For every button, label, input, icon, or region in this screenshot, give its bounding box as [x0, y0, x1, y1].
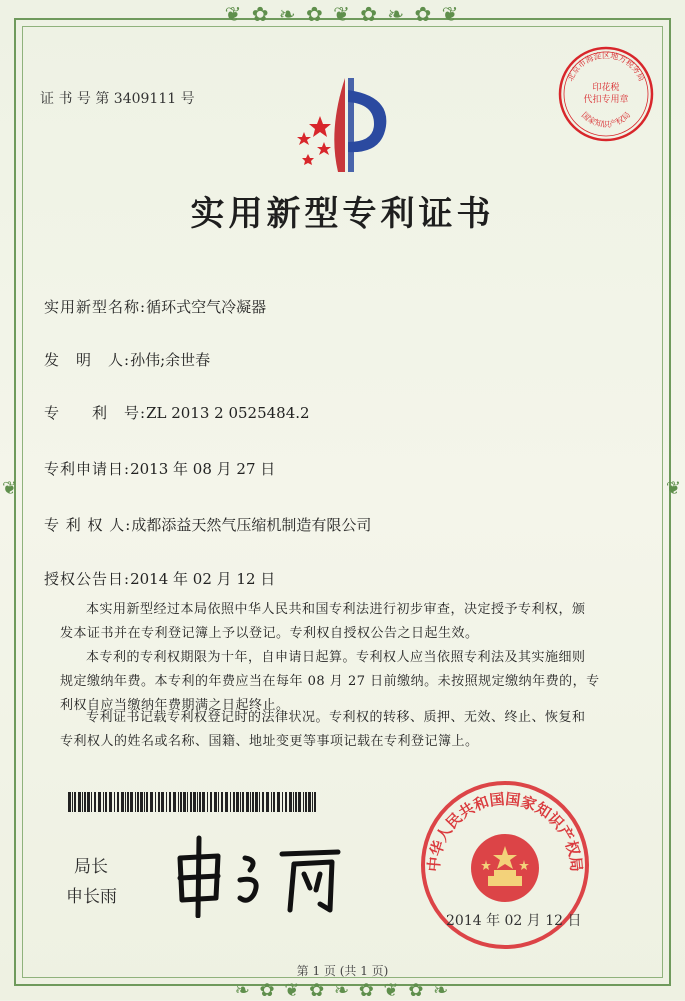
field-label: 专利申请日: — [44, 460, 131, 478]
paragraph-line: 专利证书记载专利权登记时的法律状况。专利权的转移、质押、无效、终止、恢复和 — [86, 710, 586, 725]
small-seal-center-line2: 代扣专用章 — [583, 95, 629, 105]
paragraph-line: 本实用新型经过本局依照中华人民共和国专利法进行初步审查，决定授予专利权，颁 — [86, 602, 586, 617]
bottom-ornament-icon: ❧ ✿ ❦ ✿ ❧ ✿ ❦ ✿ ❧ — [234, 980, 451, 1001]
tax-stamp-seal-icon — [556, 44, 656, 144]
patent-office-logo-icon — [290, 70, 400, 180]
field-value: 2014 年 02 月 12 日 — [130, 570, 276, 588]
field-label: 授权公告日: — [44, 570, 131, 588]
field-value: 成都添益天然气压缩机制造有限公司 — [131, 516, 372, 534]
certificate-number: 证 书 号 第 3409111 号 — [40, 91, 195, 107]
grant-date-stamp: 2014 年 02 月 12 日 — [446, 913, 582, 929]
paragraph-line: 发本证书并在专利登记簿上予以登记。专利权自授权公告之日起生效。 — [60, 626, 479, 641]
svg-text:北京市海淀区地方税务局 — [565, 50, 647, 82]
field-value: 2013 年 08 月 27 日 — [130, 460, 276, 478]
field-value: 孙伟;余世春 — [130, 351, 211, 369]
barcode — [68, 792, 318, 812]
big-seal-ring-text: 中华人民共和国国家知识产权局 — [424, 789, 586, 873]
paragraph-line: 专利权人的姓名或名称、国籍、地址变更等事项记载在专利登记簿上。 — [60, 734, 479, 749]
field-value: ZL 2013 2 0525484.2 — [146, 404, 310, 422]
right-ornament-icon: ❦ — [665, 478, 683, 499]
director-signature — [170, 828, 370, 918]
top-ornament-icon: ❦ ✿ ❧ ✿ ❦ ✿ ❧ ✿ ❦ — [224, 2, 461, 26]
field-inventor — [44, 349, 210, 370]
page-number: 第 1 页 (共 1 页) — [296, 964, 389, 978]
field-patentee — [44, 514, 371, 535]
small-seal-bottom-text: 国家知识产权局 — [579, 110, 633, 129]
field-application-date — [44, 458, 275, 479]
paragraph-line: 本专利的专利权期限为十年，自申请日起算。专利权人应当依照专利法及其实施细则 — [86, 650, 586, 665]
paragraph-grant-statement — [60, 598, 630, 646]
field-label: 专 利 权 人: — [44, 516, 132, 534]
field-utility-model-name — [44, 296, 266, 317]
field-label: 专 利 号: — [44, 404, 147, 422]
paragraph-legal-status — [60, 706, 630, 754]
field-patent-number — [44, 402, 310, 423]
director-title: 局长 — [74, 857, 108, 877]
small-seal-ring-text: 北京市海淀区地方税务局 — [565, 51, 647, 83]
left-ornament-icon: ❦ — [2, 478, 20, 499]
svg-text:国家知识产权局 — [580, 110, 632, 129]
small-seal-center-line1: 印花税 — [592, 83, 620, 93]
field-label: 发 明 人: — [44, 351, 131, 369]
field-value: 循环式空气冷凝器 — [146, 298, 267, 316]
field-grant-date — [44, 568, 275, 589]
director-name: 申长雨 — [66, 887, 117, 907]
paragraph-line: 利权自应当缴纳年费期满之日起终止。 — [60, 698, 290, 713]
certificate-title: 实用新型专利证书 — [190, 194, 495, 234]
paragraph-line: 规定缴纳年费。本专利的年费应当在每年 08 月 27 日前缴纳。未按照规定缴纳年费的，专 — [60, 674, 600, 689]
field-label: 实用新型名称: — [44, 298, 147, 316]
